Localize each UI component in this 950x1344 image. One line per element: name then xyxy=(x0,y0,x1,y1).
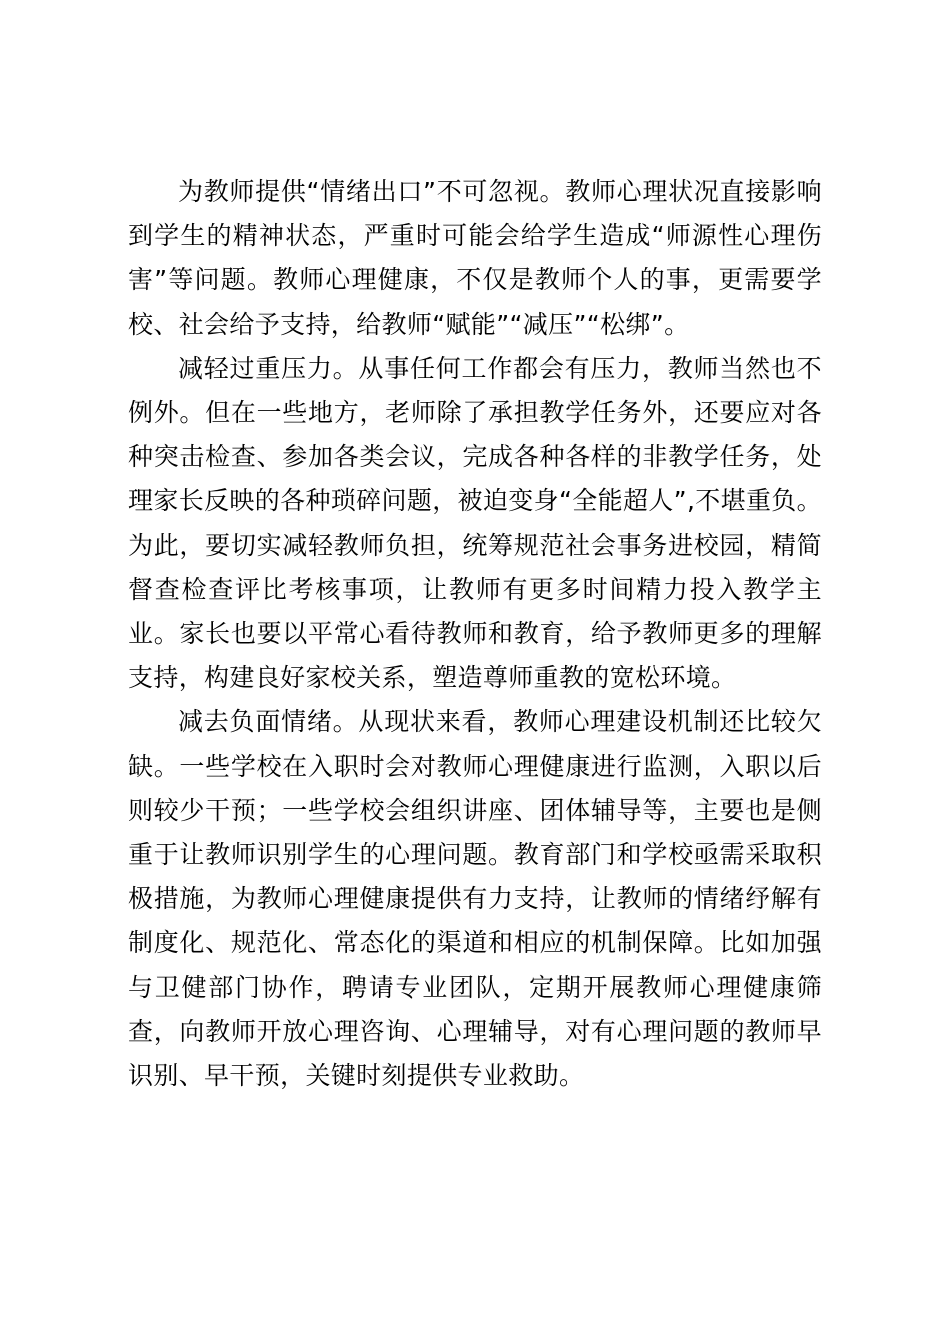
paragraph-reduce-pressure: 减轻过重压力。从事任何工作都会有压力，教师当然也不例外。但在一些地方，老师除了承担教学任务外，还要应对各种突击检查、参加各类会议，完成各种各样的非教学任务，处理家长反映的各种琐碎问题，被迫变身“全能超人”,不堪重负。为此，要切实减轻教师负担，统筹规范社会事务进校园，精简督查检查评比考核事项，让教师有更多时间精力投入教学主业。家长也要以平常心看待教师和教育，给予教师更多的理解支持，构建良好家校关系，塑造尊师重教的宽松环境。 xyxy=(128,353,823,693)
document-body xyxy=(128,170,822,1098)
paragraph-emotional-outlet: 为教师提供“情绪出口”不可忽视。教师心理状况直接影响到学生的精神状态，严重时可能会给学生造成“师源性心理伤害”等问题。教师心理健康，不仅是教师个人的事，更需要学校、社会给予支持，给教师“赋能”“减压”“松绑”。 xyxy=(128,177,822,339)
paragraph-reduce-negative-emotions: 减去负面情绪。从现状来看，教师心理建设机制还比较欠缺。一些学校在入职时会对教师心理健康进行监测，入职以后则较少干预；一些学校会组织讲座、团体辅导等，主要也是侧重于让教师识别学生的心理问题。教育部门和学校亟需采取积极措施，为教师心理健康提供有力支持，让教师的情绪纾解有制度化、规范化、常态化的渠道和相应的机制保障。比如加强与卫健部门协作，聘请专业团队，定期开展教师心理健康筛查，向教师开放心理咨询、心理辅导，对有心理问题的教师早识别、早干预，关键时刻提供专业救助。 xyxy=(128,707,822,1091)
